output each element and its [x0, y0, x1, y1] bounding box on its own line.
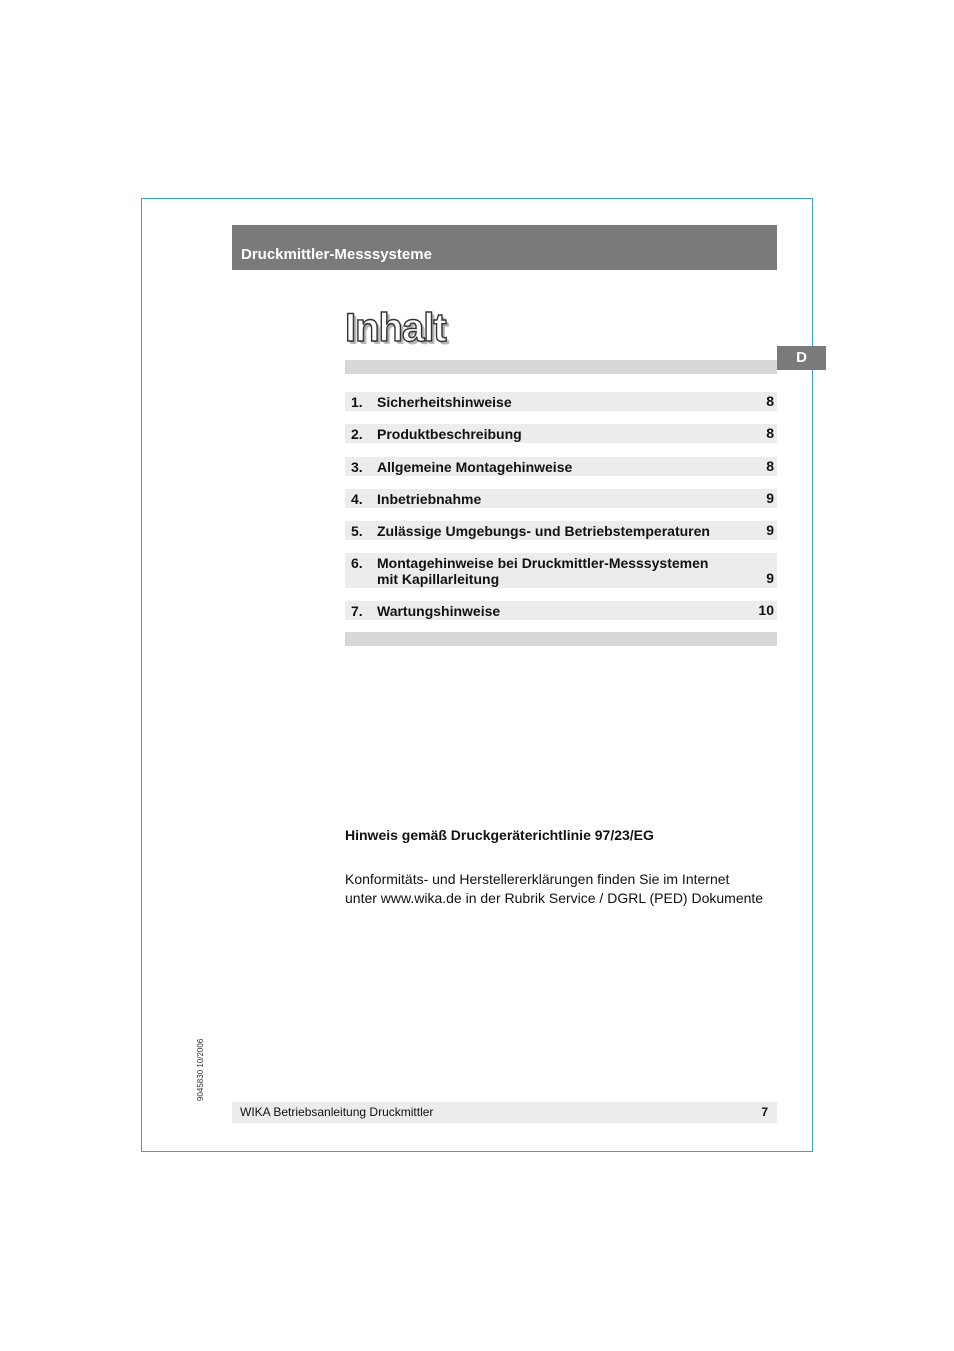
notice-heading: Hinweis gemäß Druckgeräterichtlinie 97/23/EG	[345, 827, 654, 843]
top-rule	[345, 360, 777, 374]
toc-number: 5.	[351, 523, 363, 539]
notice-line-1: Konformitäts- und Herstellererklärungen finden Sie im Internet	[345, 871, 730, 887]
toc-number: 1.	[351, 394, 363, 410]
toc-number: 3.	[351, 459, 363, 475]
toc-row-4[interactable]	[345, 489, 777, 508]
toc-page: 8	[766, 393, 774, 409]
toc-label: Allgemeine Montagehinweise	[377, 459, 573, 475]
footer-title: WIKA Betriebsanleitung Druckmittler	[240, 1105, 434, 1119]
toc-label: Produktbeschreibung	[377, 426, 522, 442]
toc-label: Sicherheitshinweise	[377, 394, 512, 410]
page-title: Inhalt	[345, 306, 446, 350]
toc-page: 9	[766, 490, 774, 506]
toc-label-line-1: Montagehinweise bei Druckmittler-Messsystemen	[377, 555, 709, 571]
toc-label: Wartungshinweise	[377, 603, 501, 619]
toc-page: 8	[766, 425, 774, 441]
toc-page: 10	[758, 602, 774, 618]
footer	[232, 1102, 777, 1123]
bottom-rule	[345, 632, 777, 646]
toc-number: 4.	[351, 491, 363, 507]
toc-row-1[interactable]	[345, 392, 777, 411]
language-tab[interactable]: D	[777, 346, 826, 370]
toc-number: 2.	[351, 426, 363, 442]
toc-label	[377, 555, 737, 587]
toc-page: 8	[766, 458, 774, 474]
toc-page: 9	[766, 522, 774, 538]
notice-line-2: unter www.wika.de in der Rubrik Service / DGRL (PED) Dokumente	[345, 890, 764, 906]
header-bar	[232, 225, 777, 270]
toc-label-line-2: mit Kapillarleitung	[377, 571, 500, 587]
header-title: Druckmittler-Messsysteme	[241, 246, 432, 263]
toc-label: Zulässige Umgebungs- und Betriebstemperaturen	[377, 523, 710, 539]
toc-row-5[interactable]	[345, 521, 777, 540]
toc-label: Inbetriebnahme	[377, 491, 482, 507]
footer-page-number: 7	[761, 1105, 768, 1119]
toc-number: 7.	[351, 603, 363, 619]
toc-row-6[interactable]	[345, 553, 777, 588]
document-code: 9045830 10/2006	[196, 1038, 205, 1101]
toc-row-2[interactable]	[345, 424, 777, 443]
toc-row-3[interactable]	[345, 457, 777, 476]
toc-number: 6.	[351, 555, 363, 571]
toc-page: 9	[766, 570, 774, 586]
page-frame	[141, 198, 813, 1152]
toc-row-7[interactable]	[345, 601, 777, 620]
notice-body	[345, 870, 805, 908]
